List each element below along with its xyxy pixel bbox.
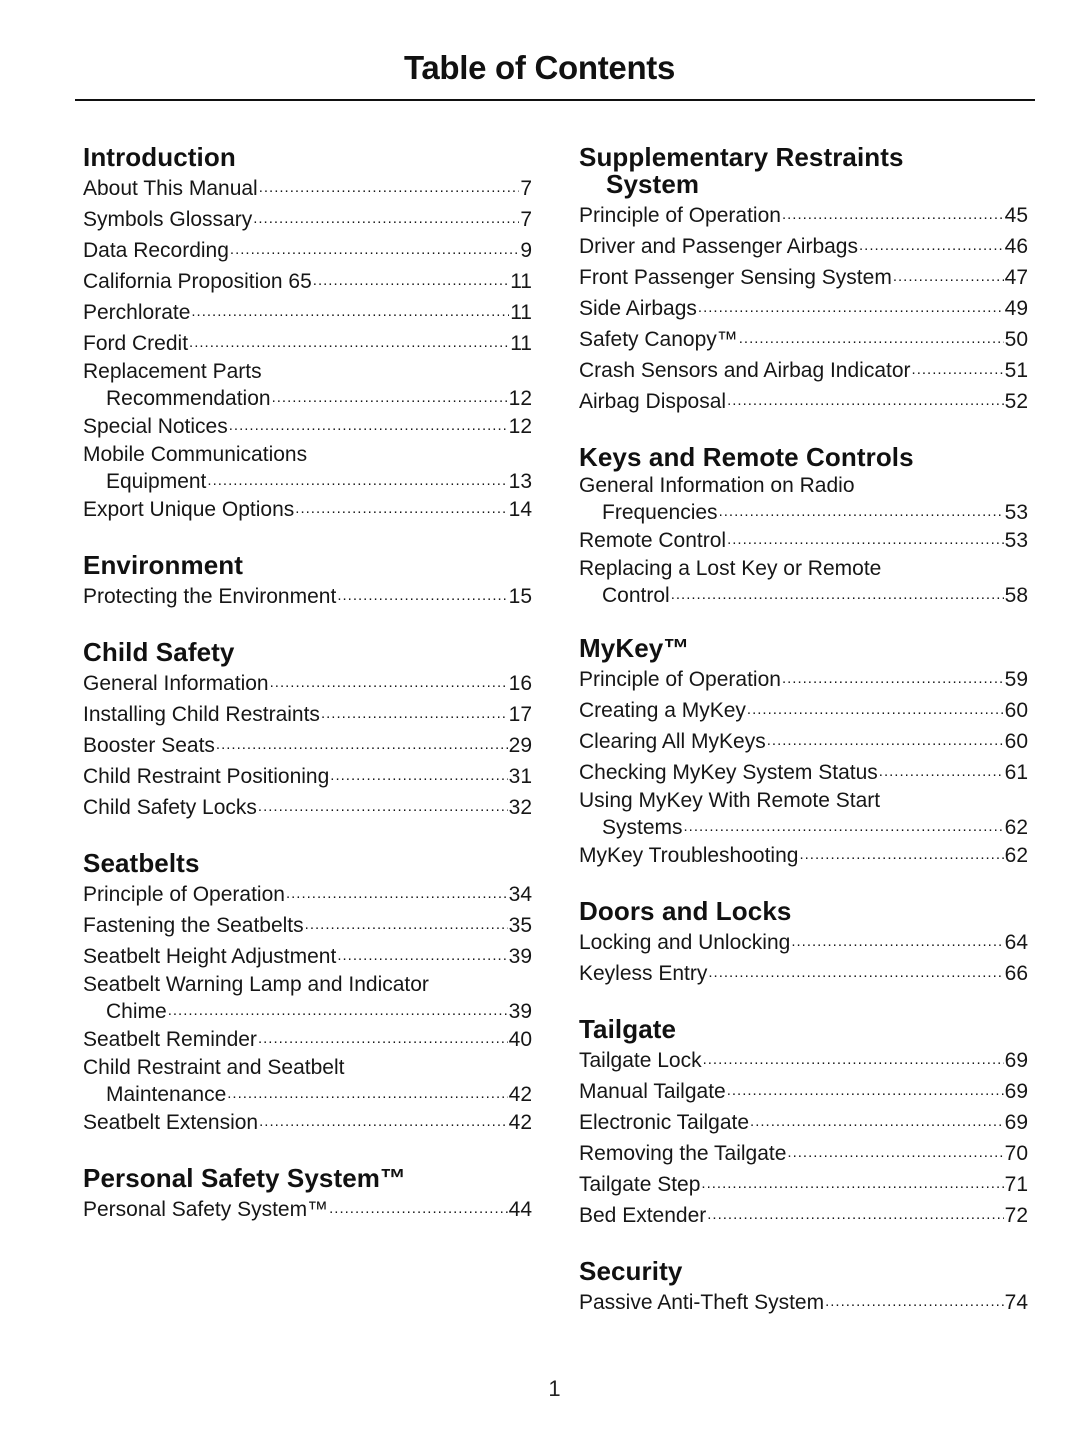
toc-entry-row (83, 205, 532, 234)
toc-entry-page: 34 (508, 883, 532, 906)
toc-entry-row (579, 1046, 1028, 1075)
toc-entry[interactable] (83, 762, 532, 791)
toc-entry-page: 11 (510, 270, 532, 293)
toc-entry[interactable] (83, 443, 532, 493)
toc-entry[interactable] (83, 973, 532, 1023)
toc-entry-label: Principle of Operation (579, 204, 781, 227)
toc-entry-row (579, 696, 1028, 725)
toc-entry-row (579, 1108, 1028, 1137)
toc-entry[interactable] (83, 669, 532, 698)
toc-entry[interactable] (83, 582, 532, 611)
toc-entry-row (83, 384, 532, 410)
toc-entry-row (579, 841, 1028, 870)
toc-entry[interactable] (83, 412, 532, 441)
dot-leader (782, 201, 1004, 222)
toc-entry-label-continued: Maintenance (106, 1083, 227, 1106)
toc-entry-row (579, 387, 1028, 416)
dot-leader (258, 1025, 508, 1046)
toc-entry-page: 11 (510, 332, 532, 355)
dot-leader (259, 174, 520, 195)
section-title-text: Doors and Locks (579, 896, 792, 926)
toc-entry-label: Seatbelt Extension (83, 1111, 259, 1134)
toc-entry[interactable] (83, 236, 532, 265)
toc-entry-page: 42 (508, 1083, 532, 1106)
toc-entry-page: 11 (510, 301, 532, 324)
toc-entry[interactable] (83, 942, 532, 971)
toc-entry-label: Symbols Glossary (83, 208, 253, 231)
toc-entry-row (83, 1108, 532, 1137)
toc-entry-label-continued: Chime (106, 1000, 167, 1023)
toc-entry-label: Crash Sensors and Airbag Indicator (579, 359, 911, 382)
dot-leader (747, 696, 1004, 717)
section-title-text-continued: System (606, 169, 700, 199)
toc-entry[interactable] (579, 263, 1028, 292)
toc-entry[interactable] (579, 232, 1028, 261)
toc-entry-row (83, 582, 532, 611)
toc-entry[interactable] (83, 205, 532, 234)
toc-entry-label: Replacement Parts (83, 360, 262, 383)
toc-entry-row (579, 294, 1028, 323)
dot-leader (767, 727, 1004, 748)
toc-entry[interactable] (83, 495, 532, 524)
toc-entry-label: Seatbelt Warning Lamp and Indicator (83, 973, 429, 996)
section-title-text: Supplementary Restraints (579, 142, 904, 172)
toc-entry-page: 42 (508, 1111, 532, 1134)
section-title-text: Tailgate (579, 1014, 677, 1044)
toc-entry-page: 47 (1004, 266, 1028, 289)
toc-entry[interactable] (579, 959, 1028, 988)
dot-leader (893, 263, 1004, 284)
toc-entry-row (83, 236, 532, 265)
toc-entry[interactable] (579, 387, 1028, 416)
toc-section-introduction (83, 144, 532, 524)
toc-entry-row (83, 731, 532, 760)
toc-section-security (579, 1258, 1028, 1317)
section-title-text: Personal Safety System™ (83, 1163, 407, 1193)
dot-leader (259, 1108, 508, 1129)
toc-entry-label: Remote Control (579, 529, 727, 552)
toc-entry[interactable] (579, 526, 1028, 555)
toc-entry-page: 46 (1004, 235, 1028, 258)
section-title (579, 444, 1028, 471)
toc-entry-label: Protecting the Environment (83, 585, 337, 608)
toc-entry-label: Tailgate Step (579, 1173, 701, 1196)
dot-leader (671, 581, 1004, 602)
dot-leader (879, 758, 1004, 779)
toc-entry[interactable] (83, 360, 532, 410)
toc-entry-label: MyKey Troubleshooting (579, 844, 799, 867)
toc-entry-page: 59 (1004, 668, 1028, 691)
toc-entry-row (83, 700, 532, 729)
dot-leader (207, 467, 507, 488)
toc-entry-label: Bed Extender (579, 1204, 707, 1227)
toc-entry-label: Safety Canopy™ (579, 328, 738, 351)
toc-entry-page: 51 (1004, 359, 1028, 382)
dot-leader (787, 1139, 1003, 1160)
toc-entry[interactable] (579, 928, 1028, 957)
toc-entry-row (83, 267, 532, 296)
toc-entry-label: Seatbelt Reminder (83, 1028, 257, 1051)
toc-entry-label: Child Restraint and Seatbelt (83, 1056, 345, 1079)
dot-leader (825, 1288, 1004, 1309)
toc-entry-page: 52 (1004, 390, 1028, 413)
dot-leader (719, 498, 1004, 519)
dot-leader (727, 387, 1004, 408)
toc-entry-page: 12 (508, 415, 532, 438)
toc-entry-page: 7 (520, 177, 532, 200)
dot-leader (727, 1077, 1004, 1098)
toc-section-tailgate (579, 1016, 1028, 1230)
toc-entry-label: Front Passenger Sensing System (579, 266, 892, 289)
toc-entry[interactable] (579, 1046, 1028, 1075)
toc-entry-row (83, 467, 532, 493)
toc-entry-row (579, 813, 1028, 839)
toc-entry[interactable] (579, 474, 1028, 524)
toc-entry-row (579, 325, 1028, 354)
toc-entry-label: California Proposition 65 (83, 270, 312, 293)
toc-entry-label-continued: Equipment (106, 470, 207, 493)
toc-entry-row (83, 669, 532, 698)
toc-section-environment (83, 552, 532, 611)
toc-entry-page: 14 (508, 498, 532, 521)
toc-entry-page: 13 (508, 470, 532, 493)
toc-entry-row (579, 263, 1028, 292)
toc-entry-label: Passive Anti-Theft System (579, 1291, 825, 1314)
toc-entry-page: 64 (1004, 931, 1028, 954)
dot-leader (191, 298, 509, 319)
toc-entry-page: 44 (508, 1198, 532, 1221)
toc-entry-page: 53 (1004, 529, 1028, 552)
toc-entry[interactable] (83, 731, 532, 760)
section-title (83, 850, 532, 877)
dot-leader (707, 1201, 1003, 1222)
toc-entry-page: 69 (1004, 1111, 1028, 1134)
toc-entry-label: Removing the Tailgate (579, 1142, 787, 1165)
toc-entry-label: Side Airbags (579, 297, 697, 320)
title-divider (75, 99, 1035, 101)
toc-entry-row (83, 762, 532, 791)
toc-entry[interactable] (579, 201, 1028, 230)
toc-section-keys-and-remote-controls (579, 444, 1028, 607)
toc-entry[interactable] (579, 356, 1028, 385)
dot-leader (227, 1080, 507, 1101)
toc-entry-page: 15 (508, 585, 532, 608)
toc-entry-row (579, 1077, 1028, 1106)
toc-entry-page: 32 (508, 796, 532, 819)
toc-entry[interactable] (83, 700, 532, 729)
toc-entry-label-continued: Control (602, 584, 670, 607)
toc-entry-page: 69 (1004, 1080, 1028, 1103)
dot-leader (168, 997, 508, 1018)
toc-entry[interactable] (83, 1108, 532, 1137)
section-title-text: Introduction (83, 142, 236, 172)
toc-entry-label: Replacing a Lost Key or Remote (579, 557, 882, 580)
dot-leader (791, 928, 1003, 949)
toc-entry-row (579, 928, 1028, 957)
dot-leader (305, 911, 508, 932)
section-title (579, 635, 1028, 662)
toc-entry-page: 50 (1004, 328, 1028, 351)
toc-entry[interactable] (83, 174, 532, 203)
dot-leader (684, 813, 1004, 834)
toc-entry-row (83, 793, 532, 822)
toc-column-right (579, 144, 1028, 1345)
toc-entry-label: Clearing All MyKeys (579, 730, 766, 753)
toc-section-supplementary-restraints (579, 144, 1028, 416)
toc-entry[interactable] (579, 1170, 1028, 1199)
toc-section-doors-and-locks (579, 898, 1028, 988)
toc-entry-row (83, 495, 532, 524)
toc-entry-label: Manual Tailgate (579, 1080, 726, 1103)
toc-entry-label: Principle of Operation (579, 668, 781, 691)
toc-entry-label: Creating a MyKey (579, 699, 746, 722)
toc-entry-page: 71 (1004, 1173, 1028, 1196)
toc-entry-label: Driver and Passenger Airbags (579, 235, 858, 258)
dot-leader (329, 1195, 508, 1216)
toc-entry-page: 61 (1004, 761, 1028, 784)
toc-entry-label: Child Safety Locks (83, 796, 257, 819)
dot-leader (701, 1170, 1003, 1191)
toc-entry[interactable] (579, 557, 1028, 607)
toc-entry-page: 74 (1004, 1291, 1028, 1314)
toc-entry-row (83, 997, 532, 1023)
toc-entry-row (579, 498, 1028, 524)
dot-leader (727, 526, 1004, 547)
toc-column-left (83, 144, 532, 1252)
toc-entry-label: Data Recording (83, 239, 229, 262)
toc-entry[interactable] (579, 1288, 1028, 1317)
toc-entry-page: 66 (1004, 962, 1028, 985)
toc-entry[interactable] (579, 294, 1028, 323)
toc-entry-row (579, 581, 1028, 607)
section-title (579, 1258, 1028, 1285)
page-title: Table of Contents (403, 49, 676, 86)
toc-entry-row (83, 174, 532, 203)
toc-entry-row (83, 298, 532, 327)
dot-leader (330, 762, 507, 783)
toc-entry[interactable] (579, 1108, 1028, 1137)
toc-entry-page: 40 (508, 1028, 532, 1051)
toc-entry-row (83, 1080, 532, 1106)
toc-entry-label-continued: Systems (602, 816, 683, 839)
toc-entry-label: Locking and Unlocking (579, 931, 791, 954)
dot-leader (750, 1108, 1004, 1129)
toc-entry[interactable] (83, 1195, 532, 1224)
toc-entry-row (579, 232, 1028, 261)
section-title (579, 898, 1028, 925)
toc-entry-page: 70 (1004, 1142, 1028, 1165)
toc-entry[interactable] (83, 298, 532, 327)
toc-entry-label: Mobile Communications (83, 443, 308, 466)
toc-entry-row (83, 911, 532, 940)
dot-leader (739, 325, 1004, 346)
toc-entry-label: General Information on Radio (579, 474, 855, 497)
toc-entry-page: 29 (508, 734, 532, 757)
toc-entry-row (83, 880, 532, 909)
toc-entry-page: 62 (1004, 816, 1028, 839)
toc-entry-page: 12 (508, 387, 532, 410)
toc-entry-row (579, 526, 1028, 555)
toc-entry-row (579, 201, 1028, 230)
toc-entry-row (579, 665, 1028, 694)
toc-entry-row (579, 1288, 1028, 1317)
toc-entry[interactable] (579, 696, 1028, 725)
toc-entry-label: Checking MyKey System Status (579, 761, 878, 784)
toc-entry-page: 49 (1004, 297, 1028, 320)
toc-entry-label: Principle of Operation (83, 883, 285, 906)
dot-leader (782, 665, 1004, 686)
toc-entry-label: About This Manual (83, 177, 258, 200)
toc-entry-label: Seatbelt Height Adjustment (83, 945, 337, 968)
toc-entry-label: Personal Safety System™ (83, 1198, 329, 1221)
toc-entry-page: 60 (1004, 730, 1028, 753)
toc-entry-label: Installing Child Restraints (83, 703, 320, 726)
toc-entry-page: 60 (1004, 699, 1028, 722)
dot-leader (859, 232, 1004, 253)
section-title-text: Seatbelts (83, 848, 200, 878)
toc-entry-page: 7 (520, 208, 532, 231)
toc-entry[interactable] (83, 880, 532, 909)
section-title (83, 639, 532, 666)
dot-leader (337, 582, 507, 603)
toc-entry-page: 58 (1004, 584, 1028, 607)
toc-entry-label: Booster Seats (83, 734, 215, 757)
toc-entry-label: Export Unique Options (83, 498, 295, 521)
dot-leader (708, 959, 1003, 980)
toc-entry-row (83, 412, 532, 441)
dot-leader (799, 841, 1003, 862)
toc-entry-label-continued: Recommendation (106, 387, 271, 410)
section-title (83, 1165, 532, 1192)
section-title (83, 552, 532, 579)
section-title (579, 144, 1028, 198)
dot-leader (698, 294, 1004, 315)
toc-entry[interactable] (579, 1201, 1028, 1230)
toc-entry-label: Perchlorate (83, 301, 191, 324)
toc-entry[interactable] (83, 793, 532, 822)
toc-entry-label: Ford Credit (83, 332, 189, 355)
toc-entry-label: Keyless Entry (579, 962, 708, 985)
toc-section-personal-safety-system (83, 1165, 532, 1224)
toc-entry-label: Electronic Tailgate (579, 1111, 750, 1134)
dot-leader (253, 205, 519, 226)
dot-leader (286, 880, 508, 901)
dot-leader (313, 267, 509, 288)
toc-entry-row (579, 727, 1028, 756)
toc-entry-page: 72 (1004, 1204, 1028, 1227)
dot-leader (189, 329, 509, 350)
toc-entry[interactable] (579, 727, 1028, 756)
toc-entry-label: Special Notices (83, 415, 228, 438)
toc-entry-label: Fastening the Seatbelts (83, 914, 304, 937)
toc-entry[interactable] (83, 329, 532, 358)
section-title-text: Security (579, 1256, 683, 1286)
toc-entry-page: 17 (508, 703, 532, 726)
dot-leader (270, 669, 508, 690)
toc-entry[interactable] (579, 1139, 1028, 1168)
toc-entry-row (579, 1139, 1028, 1168)
toc-entry-page: 9 (520, 239, 532, 262)
section-title (579, 1016, 1028, 1043)
dot-leader (258, 793, 508, 814)
section-title-text: Child Safety (83, 637, 235, 667)
toc-entry[interactable] (579, 841, 1028, 870)
dot-leader (337, 942, 507, 963)
toc-entry[interactable] (579, 758, 1028, 787)
toc-entry-page: 69 (1004, 1049, 1028, 1072)
dot-leader (912, 356, 1004, 377)
toc-entry-page: 62 (1004, 844, 1028, 867)
toc-entry[interactable] (83, 1025, 532, 1054)
toc-entry-page: 35 (508, 914, 532, 937)
toc-entry[interactable] (579, 665, 1028, 694)
dot-leader (216, 731, 508, 752)
toc-section-mykey (579, 635, 1028, 870)
toc-entry-row (83, 1195, 532, 1224)
toc-entry[interactable] (579, 1077, 1028, 1106)
toc-entry-label: Tailgate Lock (579, 1049, 702, 1072)
toc-entry[interactable] (579, 789, 1028, 839)
toc-entry-row (83, 329, 532, 358)
toc-entry-row (579, 1170, 1028, 1199)
page-number: 1 (548, 1376, 561, 1401)
toc-entry-page: 31 (508, 765, 532, 788)
toc-entry-label: General Information (83, 672, 269, 695)
dot-leader (230, 236, 519, 257)
toc-entry[interactable] (83, 911, 532, 940)
toc-section-child-safety (83, 639, 532, 822)
toc-entry-page: 45 (1004, 204, 1028, 227)
toc-entry-label: Using MyKey With Remote Start (579, 789, 881, 812)
toc-entry-row (83, 1025, 532, 1054)
dot-leader (321, 700, 508, 721)
toc-entry-row (83, 942, 532, 971)
toc-entry-page: 53 (1004, 501, 1028, 524)
toc-entry-label: Child Restraint Positioning (83, 765, 330, 788)
toc-entry-page: 39 (508, 1000, 532, 1023)
section-title-text: MyKey™ (579, 633, 690, 663)
dot-leader (272, 384, 508, 405)
toc-entry-page: 16 (508, 672, 532, 695)
toc-entry-label-continued: Frequencies (602, 501, 718, 524)
toc-entry-row (579, 1201, 1028, 1230)
toc-entry[interactable] (579, 325, 1028, 354)
toc-entry-row (579, 959, 1028, 988)
dot-leader (703, 1046, 1004, 1067)
toc-entry-label: Airbag Disposal (579, 390, 727, 413)
section-title-text: Keys and Remote Controls (579, 442, 914, 472)
section-title-text: Environment (83, 550, 244, 580)
toc-entry-page: 39 (508, 945, 532, 968)
dot-leader (295, 495, 507, 516)
dot-leader (229, 412, 508, 433)
toc-entry[interactable] (83, 267, 532, 296)
toc-section-seatbelts (83, 850, 532, 1137)
toc-entry[interactable] (83, 1056, 532, 1106)
toc-entry-row (579, 356, 1028, 385)
section-title (83, 144, 532, 171)
toc-entry-row (579, 758, 1028, 787)
